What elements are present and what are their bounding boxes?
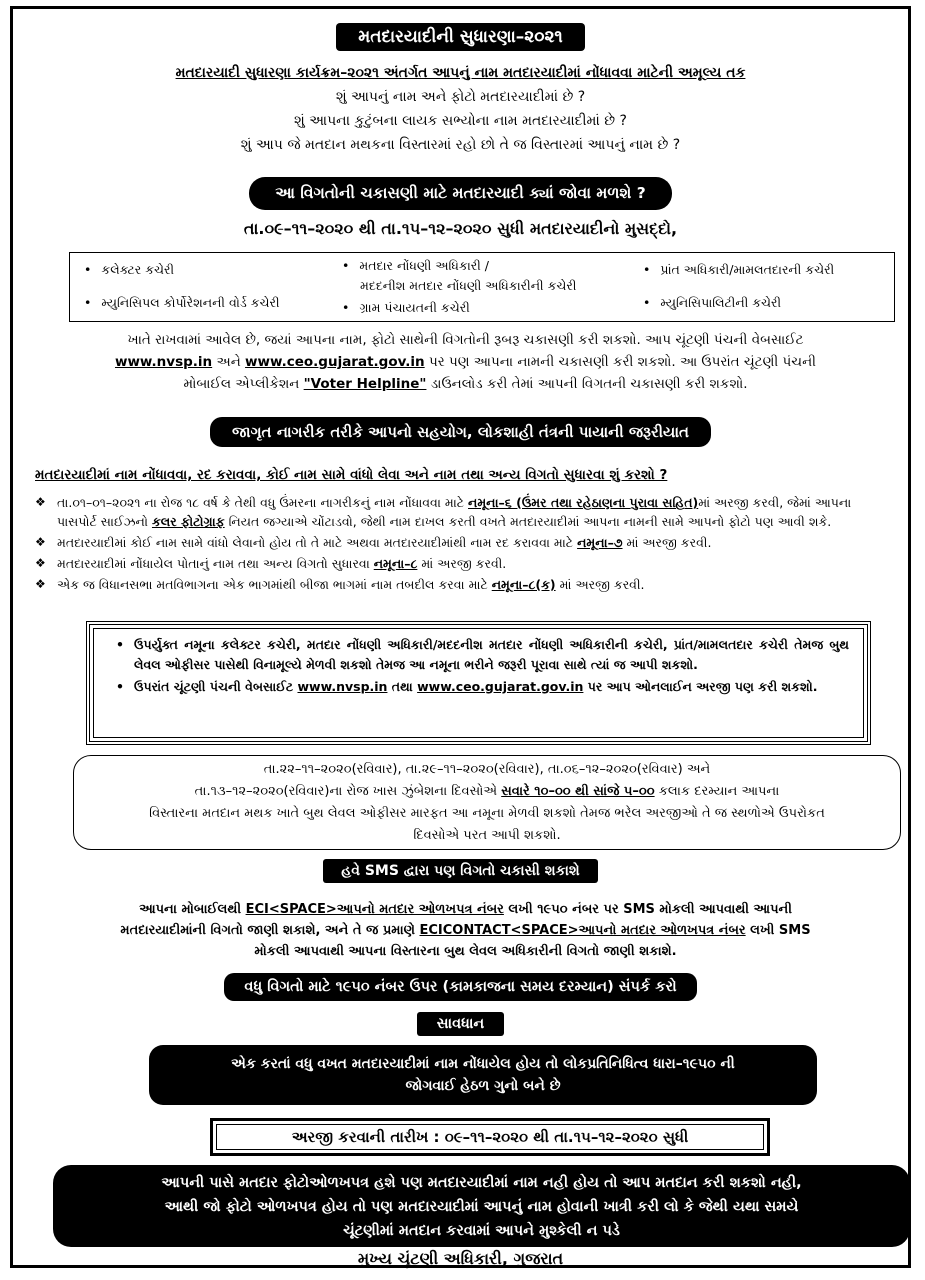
question-2: શું આપના કુટુંબના લાયક સભ્યોના નામ મતદારયાદીમાં છે ? bbox=[294, 113, 627, 129]
notice-page bbox=[10, 6, 911, 1268]
color-photo-label: કલર ફોટોગ્રાફ bbox=[151, 514, 225, 529]
form-8-item: ❖ મતદારયાદીમાં નોંધાયેલ પોતાનું નામ તથા અન્ય વિગતો સુધારવા નમૂના–૮ માં અરજી કરવી. bbox=[35, 556, 507, 571]
question-3: શું આપ જે મતદાન મથકના વિસ્તારમાં રહો છો તે જ વિસ્તારમાં આપનું નામ છે ? bbox=[240, 137, 681, 153]
nvsp-link-2[interactable]: www.nvsp.in bbox=[297, 679, 388, 694]
office-ero: • મતદાર નોંધણી અધિકારી / bbox=[342, 258, 489, 274]
final-note-box bbox=[53, 1165, 910, 1247]
form-8a-item: ❖ એક જ વિધાનસભા મતવિભાગના એક ભાગમાંથી બીજા ભાગમાં નામ તબદીલ કરવા માટે નમૂના–૮(ક) માં અરજી કરવી. bbox=[35, 577, 645, 592]
sms-heading: હવે SMS દ્વારા પણ વિગતો ચકાસી શકાશે bbox=[323, 859, 597, 883]
final-note-line-2: આથી જો ફોટો ઓળખપત્ર હોય તો પણ મતદારયાદીમાં આપનું નામ હોવાની ખાત્રી કરી લો કે જેથી યથા સમયે bbox=[164, 1199, 799, 1215]
sms-line-3: મોકલી આપવાથી આપના વિસ્તારના બુથ લેવલ અધિકારીની વિગતો જાણી શકાશે. bbox=[254, 944, 677, 959]
availability-item-1: • ઉપર્યુક્ત નમૂના કલેક્ટર કચેરી, મતદાર નોંધણી અધિકારી/મદદનીશ મતદાર નોંધણી અધિકારીની કચેરી, પ્રાંત/મામલતદાર કચેરી તેમજ બુથ લેવલ ઓફીસર પાસેથી વિનામૂલ્યે મેળવી શકશો તેમજ આ નમૂના ભરીને જરૂરી પૂરાવા સાથે ત્યાં જ આપી શકશો. bbox=[108, 635, 849, 675]
citizen-heading: જાગૃત નાગરીક તરીકે આપનો સહયોગ, લોકશાહી તંત્રની પાયાની જરૂરીયાત bbox=[210, 417, 711, 447]
diamond-bullet-icon: ❖ bbox=[35, 556, 46, 570]
caution-line-2: જોગવાઈ હેઠળ ગુનો બને છે bbox=[405, 1078, 561, 1094]
question-1: શું આપનું નામ અને ફોટો મતદારયાદીમાં છે ? bbox=[335, 89, 586, 105]
page-title: મતદારયાદીની સુધારણા–૨૦૨૧ bbox=[336, 23, 585, 51]
offices-box bbox=[69, 252, 895, 322]
form-8a-label: નમૂના–૮(ક) bbox=[491, 577, 556, 592]
caution-row bbox=[13, 1012, 908, 1036]
availability-item-2: • ઉપરાંત ચૂંટણી પંચની વેબસાઈટ www.nvsp.in તથા www.ceo.gujarat.gov.in પર આપ ઓનલાઈન અરજી પણ કરી શકશો. bbox=[108, 677, 849, 697]
campaign-line-1: તા.૨૨–૧૧–૨૦૨૦(રવિવાર), તા.૨૯–૧૧–૨૦૨૦(રવિવાર), તા.૦૬–૧૨–૨૦૨૦(રવિવાર) અને bbox=[263, 762, 711, 777]
voter-helpline-app: "Voter Helpline" bbox=[303, 376, 427, 392]
online-paragraph bbox=[43, 329, 888, 395]
form-6-label: નમૂના–૬ (ઉંમર તથા રહેઠાણના પુરાવા સહિત) bbox=[468, 495, 699, 510]
office-collector: • કલેક્ટર કચેરી bbox=[84, 262, 174, 278]
campaign-box bbox=[73, 755, 901, 850]
diamond-bullet-icon: ❖ bbox=[35, 495, 46, 509]
office-ward: • મ્યુનિસિપલ કોર્પોરેશનની વોર્ડ કચેરી bbox=[84, 295, 280, 311]
diamond-bullet-icon: ❖ bbox=[35, 535, 46, 549]
sms-line-2: મતદારયાદીમાંની વિગતો જાણી શકાશે, અને તે જ પ્રમાણે ECICONTACT<SPACE>આપનો મતદાર ઓળખપત્ર નંબર લખી SMS bbox=[120, 923, 811, 938]
helpline-row bbox=[13, 973, 908, 1001]
citizen-heading-row bbox=[13, 417, 908, 447]
form-7-label: નમૂના–૭ bbox=[577, 535, 623, 550]
office-prant: • પ્રાંત અધિકારી/મામલતદારની કચેરી bbox=[643, 262, 834, 278]
online-line-2: www.nvsp.in અને www.ceo.gujarat.gov.in પર પણ આપના નામની ચકાસણી કરી શકશો. આ ઉપરાંત ચૂંટણી પંચની bbox=[114, 354, 816, 370]
campaign-time: સવારે ૧૦–૦૦ થી સાંજે ૫–૦૦ bbox=[501, 784, 655, 799]
form-7-item: ❖ મતદારયાદીમાં કોઈ નામ સામે વાંધો લેવાનો હોય તો તે માટે અથવા મતદારયાદીમાંથી નામ રદ કરાવવા માટે નમૂના–૭ માં અરજી કરવી. bbox=[35, 535, 712, 550]
office-aero: મદદનીશ મતદાર નોંધણી અધિકારીની કચેરી bbox=[360, 278, 577, 293]
ceo-gujarat-link-2[interactable]: www.ceo.gujarat.gov.in bbox=[417, 679, 584, 694]
sms-line-1: આપના મોબાઈલથી ECI<SPACE>આપનો મતદાર ઓળખપત્ર નંબર લખી ૧૯૫૦ નંબર પર SMS મોકલી આપવાથી આપની bbox=[139, 902, 792, 917]
final-note-line-3: ચૂંટણીમાં મતદાન કરવામાં આપને મુશ્કેલી ન પડે bbox=[343, 1223, 620, 1239]
nvsp-link[interactable]: www.nvsp.in bbox=[114, 354, 213, 370]
form-8-label: નમૂના–૮ bbox=[373, 556, 418, 571]
helpline-banner: વધુ વિગતો માટે ૧૯૫૦ નંબર ઉપર (કામકાજના સમય દરમ્યાન) સંપર્ક કરો bbox=[224, 973, 696, 1001]
diamond-bullet-icon: ❖ bbox=[35, 577, 46, 591]
application-date-box: અરજી કરવાની તારીખ : ૦૯–૧૧–૨૦૨૦ થી તા.૧૫–૧૨–૨૦૨૦ સુધી bbox=[210, 1118, 770, 1156]
campaign-line-2: તા.૧૩–૧૨–૨૦૨૦(રવિવાર)ના રોજ ખાસ ઝુંબેશના દિવસોએ સવારે ૧૦–૦૦ થી સાંજે ૫–૦૦ કલાક દરમ્યાન આપના bbox=[194, 784, 780, 799]
office-gram-panchayat: • ગ્રામ પંચાયતની કચેરી bbox=[342, 300, 470, 316]
signature: મુખ્ય ચૂંટણી અધિકારી, ગુજરાત bbox=[357, 1249, 564, 1268]
campaign-line-4: દિવસોએ પરત આપી શકશો. bbox=[413, 828, 561, 843]
sms-paragraph bbox=[43, 899, 888, 962]
sms-ecicontact-code: ECICONTACT<SPACE>આપનો મતદાર ઓળખપત્ર નંબર bbox=[419, 923, 746, 938]
sms-heading-row bbox=[13, 859, 908, 883]
sms-eci-code: ECI<SPACE>આપનો મતદાર ઓળખપત્ર નંબર bbox=[245, 902, 504, 917]
forms-heading: મતદારયાદીમાં નામ નોંધાવવા, રદ કરાવવા, કોઈ નામ સામે વાંધો લેવા અને નામ તથા અન્ય વિગતો સુધારવા શું કરશો ? bbox=[35, 467, 668, 483]
intro-headline: મતદારયાદી સુધારણા કાર્યક્રમ–૨૦૨૧ અંતર્ગત આપનું નામ મતદારયાદીમાં નોંધાવવા માટેની અમૂલ્ય તક bbox=[175, 65, 746, 81]
where-heading: આ વિગતોની ચકાસણી માટે મતદારયાદી ક્યાં જોવા મળશે ? bbox=[249, 177, 672, 210]
final-note-line-1: આપની પાસે મતદાર ફોટોઓળખપત્ર હશે પણ મતદારયાદીમાં નામ નહી હોય તો આપ મતદાન કરી શકશો નહી, bbox=[161, 1175, 802, 1191]
caution-line-1: એક કરતાં વધુ વખત મતદારયાદીમાં નામ નોંધાયેલ હોય તો લોકપ્રતિનિધિત્વ ધારા–૧૯૫૦ ની bbox=[231, 1056, 735, 1072]
draft-dates: તા.૦૯–૧૧–૨૦૨૦ થી તા.૧૫–૧૨–૨૦૨૦ સુધી મતદારયાદીનો મુસદ્દો, bbox=[243, 219, 678, 238]
form-6-item: ❖ તા.૦૧–૦૧–૨૦૨૧ ના રોજ ૧૮ વર્ષ કે તેથી વધુ ઉંમરના નાગરીકનું નામ નોંધાવવા માટે નમૂના–૬ (ઉંમર તથા રહેઠાણના પુરાવા સહિત)માં અરજી કરવી, જેમાં આપના પાસપોર્ટ સાઈઝનો કલર ફોટોગ્રાફ નિયત જગ્યાએ ચોંટાડવો, જેથી નામ દાખલ કરતી વખતે મતદારયાદીમાં આપના નામની સામે આપનો ફોટો પણ આવી શકે. bbox=[35, 495, 852, 529]
campaign-line-3: વિસ્તારના મતદાન મથક ખાતે બુથ લેવલ ઓફીસર મારફત આ નમૂના મેળવી શકશો તેમજ ભરેલ અરજીઓ તે જ સ્થળોએ ઉપરોકત bbox=[149, 806, 825, 821]
where-heading-row bbox=[13, 177, 908, 210]
office-municipality: • મ્યુનિસિપાલિટીની કચેરી bbox=[643, 295, 781, 311]
online-line-1: ખાતે રાખવામાં આવેલ છે, જયાં આપના નામ, ફોટો સાથેની વિગતોની રૂબરૂ ચકાસણી કરી શકશો. આપ ચૂંટણી પંચની વેબસાઈટ bbox=[127, 332, 804, 348]
title-row bbox=[13, 23, 908, 51]
availability-box bbox=[86, 621, 871, 745]
forms-list bbox=[35, 493, 894, 596]
caution-label: સાવધાન bbox=[417, 1012, 504, 1036]
caution-box bbox=[149, 1045, 817, 1105]
ceo-gujarat-link[interactable]: www.ceo.gujarat.gov.in bbox=[245, 354, 425, 370]
online-line-3: મોબાઈલ એપ્લીકેશન "Voter Helpline" ડાઉનલોડ કરી તેમાં આપની વિગતની ચકાસણી કરી શકશો. bbox=[183, 376, 748, 392]
